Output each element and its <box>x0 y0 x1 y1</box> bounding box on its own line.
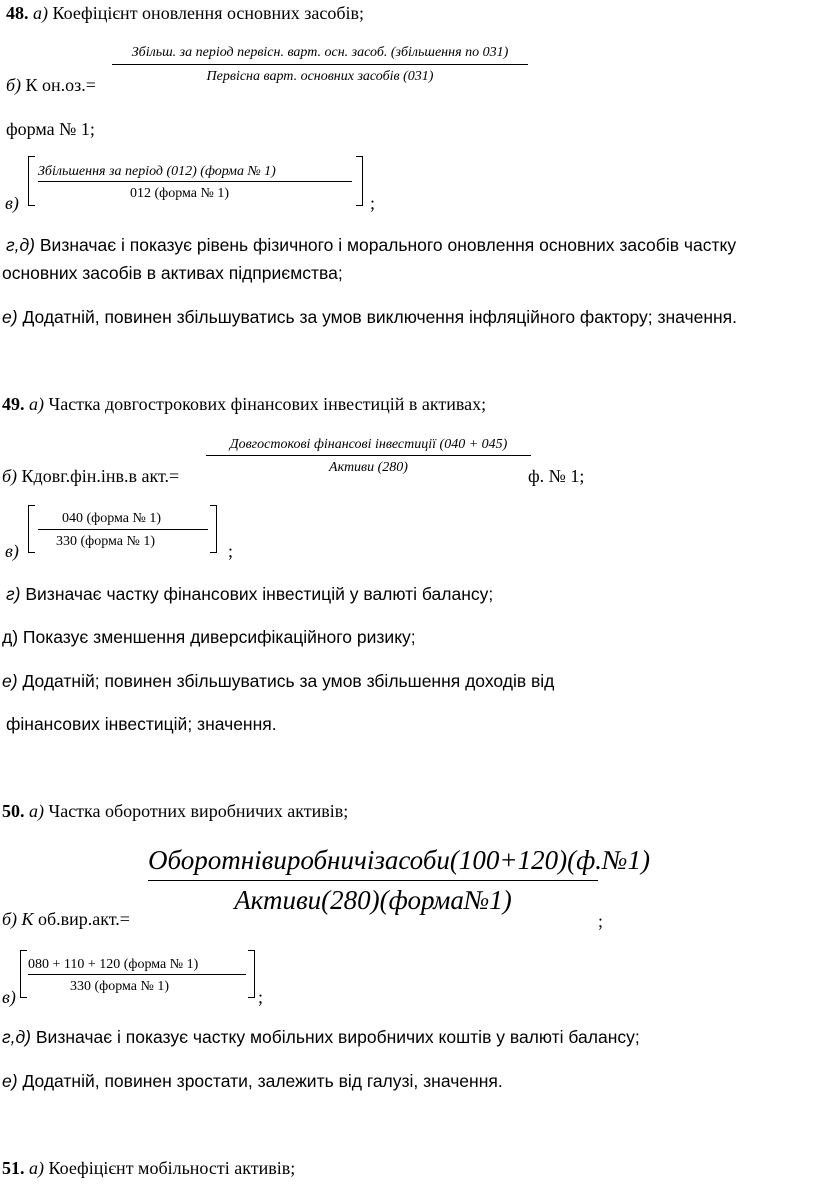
s48-b-fraction-line <box>112 64 528 65</box>
s50-b-label: б) <box>2 909 18 929</box>
s48-v-fraction-line <box>38 181 352 182</box>
s50-a-label: а) <box>29 801 44 821</box>
s49-b-fraction-line <box>206 455 531 456</box>
s49-b-line <box>2 465 179 487</box>
s48-gd-label: г,д) <box>6 235 35 255</box>
s48-b-numerator: Збільш. за період первісн. варт. осн. засоб. (збільшення по 031) <box>131 45 509 60</box>
s49-e-text2: фінансових інвестицій; значення. <box>6 714 277 734</box>
s49-e-label: е) <box>2 671 18 691</box>
s50-e-line <box>2 1070 503 1092</box>
s50-b-text: об.вир.акт.= <box>38 909 130 929</box>
s48-b-line <box>6 74 96 96</box>
s49-b-text: Кдовг.фін.інв.в акт.= <box>21 466 180 486</box>
s49-a-label: а) <box>29 394 44 414</box>
s49-v-label: в) <box>5 541 19 561</box>
s49-a-text: Частка довгострокових фінансових інвестицій в активах; <box>48 394 487 414</box>
s50-gd-line <box>2 1026 640 1048</box>
s50-v-denominator: 330 (форма № 1) <box>70 979 170 994</box>
s50-v-fraction-line <box>28 974 246 975</box>
s49-g-line <box>6 583 493 605</box>
s48-form: форма № 1; <box>6 119 95 139</box>
s49-v-semicolon: ; <box>228 541 234 561</box>
s49-d-line <box>2 626 416 648</box>
s48-v-semicolon: ; <box>370 193 376 213</box>
s49-d-label: д) <box>2 627 19 647</box>
s50-e-label: е) <box>2 1071 18 1091</box>
s51-a-label: а) <box>29 1158 44 1178</box>
s49-g-label: г) <box>6 584 21 604</box>
s49-v-denominator: 330 (форма № 1) <box>56 534 156 549</box>
s50-b-fraction-line <box>148 880 598 881</box>
s48-e-label: е) <box>2 307 18 327</box>
s49-v-left-bracket <box>28 505 35 553</box>
s48-e-text: Додатній, повинен збільшуватись за умов виключення інфляційного фактору; значення. <box>22 307 738 327</box>
s49-d-text: Показує зменшення диверсифікаційного ризику; <box>22 627 416 647</box>
s48-a-text: Коефіцієнт оновлення основних засобів; <box>52 3 365 23</box>
s50-v-semicolon: ; <box>258 987 264 1007</box>
s50-v-right-bracket <box>248 950 255 998</box>
s50-b-semicolon: ; <box>598 911 604 931</box>
s48-e-line <box>2 306 737 328</box>
s50-gd-text: Визначає і показує частку мобільних виробничих коштів у валюті балансу; <box>35 1027 640 1047</box>
s48-v-label: в) <box>5 193 19 213</box>
s48-gd-line1 <box>6 234 736 256</box>
s49-b-label: б) <box>2 466 18 486</box>
s51-a-text: Коефіцієнт мобільності активів; <box>48 1158 296 1178</box>
s49-g-text: Визначає частку фінансових інвестицій у валюті балансу; <box>25 584 494 604</box>
s50-b-numerator: Оборотнівиробничізасоби(100+120)(ф.№1) <box>148 845 650 875</box>
s49-b-denominator: Активи (280) <box>329 460 408 475</box>
s49-b-form: ф. № 1; <box>528 466 585 486</box>
s50-v-left-bracket <box>20 950 27 998</box>
s48-v-denominator: 012 (форма № 1) <box>130 186 230 201</box>
s48-number: 48. <box>6 3 29 23</box>
s50-gd-label: г,д) <box>2 1027 31 1047</box>
s49-v-right-bracket <box>210 505 217 553</box>
s50-heading <box>2 800 348 822</box>
s51-heading <box>2 1157 295 1179</box>
s50-b-denominator: Активи(280)(форма№1) <box>234 885 512 915</box>
s51-number: 51. <box>2 1158 25 1178</box>
s48-v-right-bracket <box>356 156 363 206</box>
s48-heading <box>6 2 364 24</box>
s49-v-fraction-line <box>38 529 208 530</box>
s48-a-label: а) <box>33 3 48 23</box>
s48-gd-text2: основних засобів в активах підприємства; <box>2 263 343 283</box>
s48-b-denominator: Первісна варт. основних засобів (031) <box>206 69 434 84</box>
s49-v-numerator: 040 (форма № 1) <box>62 511 162 526</box>
s50-e-text: Додатній, повинен зростати, залежить від галузі, значення. <box>22 1071 503 1091</box>
s50-v-label: в) <box>2 987 16 1007</box>
s48-gd-text1: Визначає і показує рівень фізичного і морального оновлення основних засобів частку <box>39 235 737 255</box>
s48-v-left-bracket <box>28 156 35 206</box>
s50-v-numerator: 080 + 110 + 120 (форма № 1) <box>28 957 199 972</box>
s49-e-line <box>2 670 554 692</box>
s50-a-text: Частка оборотних виробничих активів; <box>48 801 349 821</box>
s49-heading <box>2 393 486 415</box>
s49-e-text1: Додатній; повинен збільшуватись за умов збільшення доходів від <box>22 671 555 691</box>
s50-number: 50. <box>2 801 25 821</box>
s50-b-k: К <box>21 909 34 929</box>
s48-v-numerator: Збільшення за період (012) (форма № 1) <box>38 164 276 179</box>
s48-b-label: б) <box>6 75 22 95</box>
s49-number: 49. <box>2 394 25 414</box>
s49-b-numerator: Довгостокові фінансові інвестиції (040 + 045) <box>229 437 508 452</box>
s50-b-line <box>2 908 130 930</box>
s48-b-text: К он.оз.= <box>25 75 96 95</box>
